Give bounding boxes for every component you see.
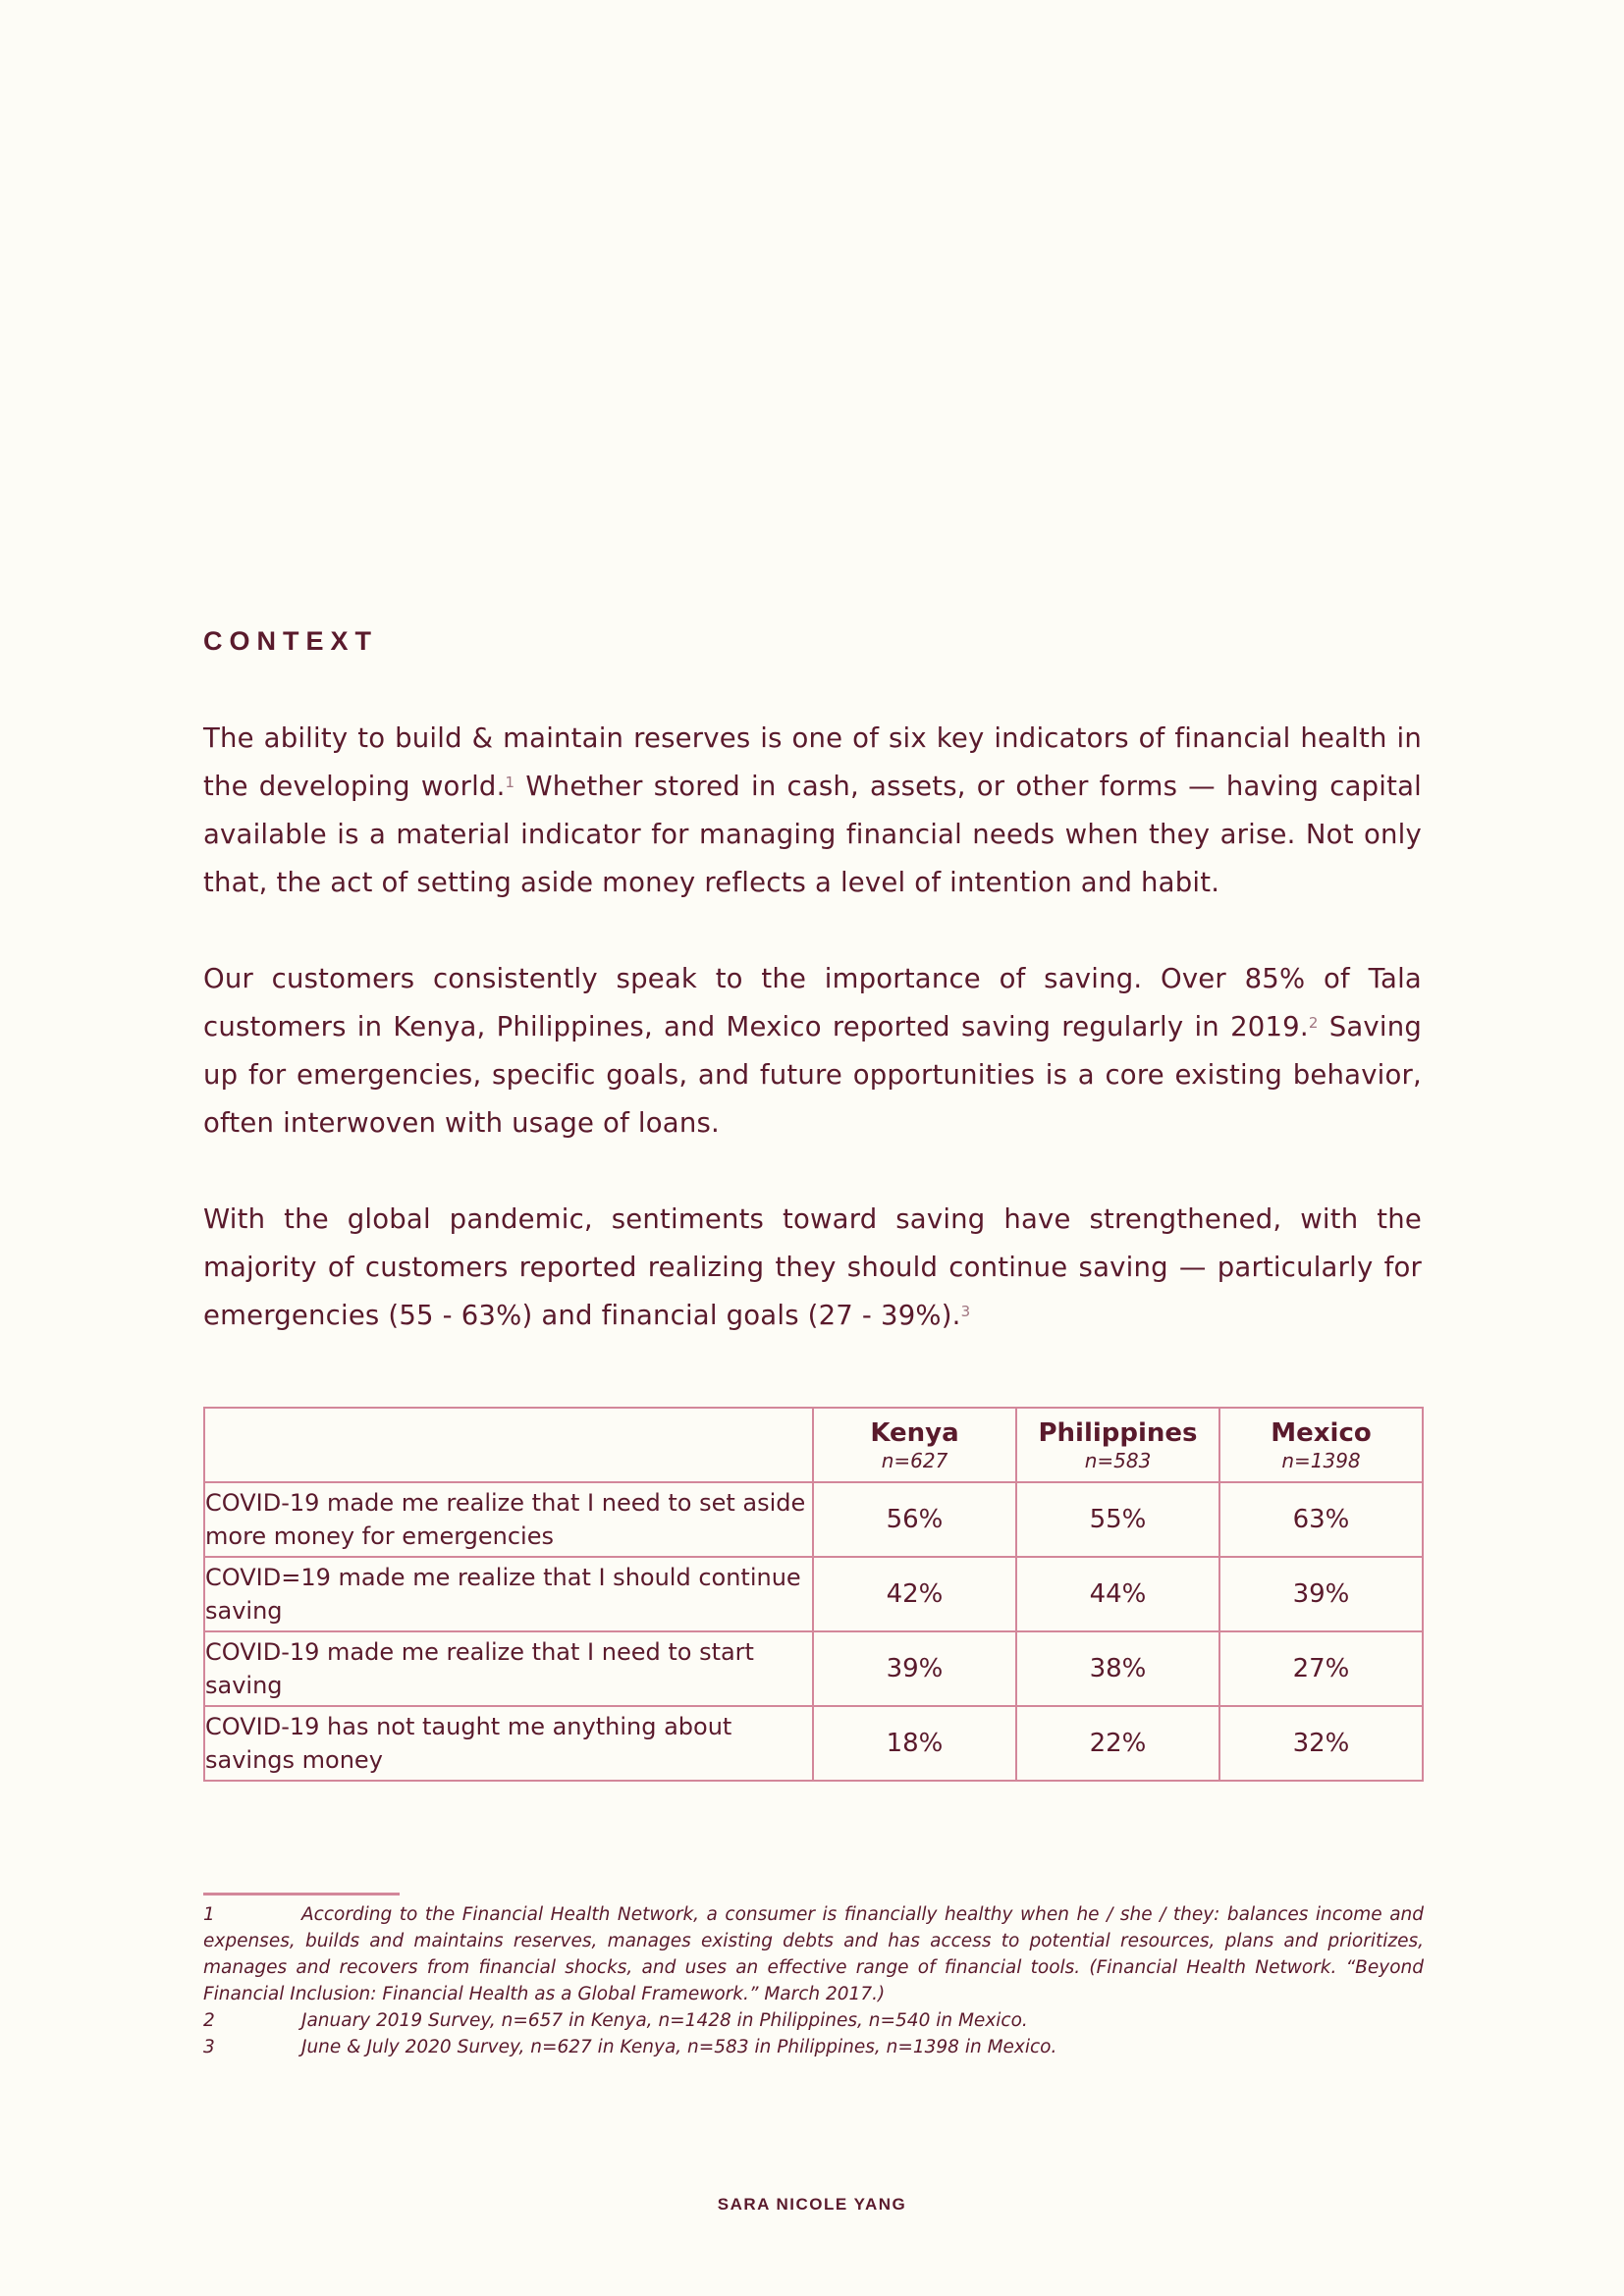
table-header-row: [204, 1408, 1423, 1482]
country-name: Kenya: [870, 1418, 959, 1448]
cell-mexico: 39%: [1219, 1557, 1423, 1631]
table-header-philippines: [1016, 1408, 1219, 1482]
cell-kenya: 39%: [813, 1631, 1016, 1706]
paragraph-2-text-cont: Saving up for emergencies, specific goals, and future opportunities is a core existing behavior, often interwoven with usage of loans.: [203, 1011, 1423, 1139]
paragraph-3-text: With the global pandemic, sentiments toward saving have strengthened, with the majority of customers reported realizing they should continue saving — particularly for emergencies (55 - 63%) and financial goals (27 - 39%).: [203, 1203, 1422, 1331]
footnote-ref-1[interactable]: 1: [505, 774, 515, 791]
sample-size: n=583: [1084, 1449, 1152, 1472]
table-header-empty: [204, 1408, 813, 1482]
table-row: [204, 1482, 1423, 1557]
footnote-ref-3[interactable]: 3: [960, 1303, 971, 1320]
cell-philippines: 44%: [1016, 1557, 1219, 1631]
cell-kenya: 18%: [813, 1706, 1016, 1781]
row-label: COVID-19 made me realize that I need to set aside more money for emergencies: [204, 1482, 813, 1557]
survey-table: [203, 1407, 1424, 1782]
footnote-divider: [203, 1893, 400, 1896]
footnote-text: January 2019 Survey, n=657 in Kenya, n=1428 in Philippines, n=540 in Mexico.: [301, 2010, 1028, 2031]
table-row: [204, 1557, 1423, 1631]
footnote-1: [203, 1901, 1424, 2007]
sample-size: n=1398: [1281, 1449, 1361, 1472]
row-label: COVID-19 made me realize that I need to start saving: [204, 1631, 813, 1706]
footnote-number: 3: [203, 2037, 215, 2057]
footer-author: SARA NICOLE YANG: [717, 2195, 907, 2214]
paragraph-3: [203, 1196, 1422, 1340]
section-heading: CONTEXT: [203, 626, 379, 656]
table-row: [204, 1631, 1423, 1706]
footnotes: [203, 1901, 1424, 2060]
cell-mexico: 63%: [1219, 1482, 1423, 1557]
cell-philippines: 22%: [1016, 1706, 1219, 1781]
row-label: COVID-19 has not taught me anything about savings money: [204, 1706, 813, 1781]
cell-philippines: 55%: [1016, 1482, 1219, 1557]
paragraph-2: [203, 955, 1422, 1148]
table-row: [204, 1706, 1423, 1781]
footnote-text: June & July 2020 Survey, n=627 in Kenya, n=583 in Philippines, n=1398 in Mexico.: [301, 2037, 1057, 2057]
footnote-number: 2: [203, 2010, 215, 2031]
footnote-2: [203, 2007, 1424, 2034]
cell-kenya: 42%: [813, 1557, 1016, 1631]
country-name: Philippines: [1038, 1418, 1198, 1448]
footnote-ref-2[interactable]: 2: [1308, 1014, 1319, 1032]
table-header-kenya: [813, 1408, 1016, 1482]
footnote-number: 1: [203, 1904, 215, 1925]
country-name: Mexico: [1271, 1418, 1372, 1448]
cell-kenya: 56%: [813, 1482, 1016, 1557]
footnote-text: According to the Financial Health Network, a consumer is financially healthy when he / she / they: balances income and expenses, builds and maintains reserves, manages existing debts and has access to potential resources, plans and prioritizes, manages and recovers from financial shocks, and uses an effective range of financial tools. (Financial Health Network. “Beyond Financial Inclusion: Financial Health as a Global Framework.” March 2017.): [203, 1904, 1424, 2004]
paragraph-2-text: Our customers consistently speak to the importance of saving. Over 85% of Tala customers in Kenya, Philippines, and Mexico reported saving regularly in 2019.: [203, 963, 1422, 1042]
paragraph-1-text: The ability to build & maintain reserves is one of six key indicators of financial health in the developing world.: [203, 722, 1422, 802]
footnote-3: [203, 2034, 1424, 2060]
cell-mexico: 27%: [1219, 1631, 1423, 1706]
paragraph-1-text-cont: Whether stored in cash, assets, or other forms — having capital available is a material indicator for managing financial needs when they arise. Not only that, the act of setting aside money reflects a level of intention and habit.: [203, 771, 1422, 898]
cell-philippines: 38%: [1016, 1631, 1219, 1706]
cell-mexico: 32%: [1219, 1706, 1423, 1781]
row-label: COVID=19 made me realize that I should continue saving: [204, 1557, 813, 1631]
paragraph-1: [203, 715, 1422, 907]
sample-size: n=627: [881, 1449, 948, 1472]
table-header-mexico: [1219, 1408, 1423, 1482]
